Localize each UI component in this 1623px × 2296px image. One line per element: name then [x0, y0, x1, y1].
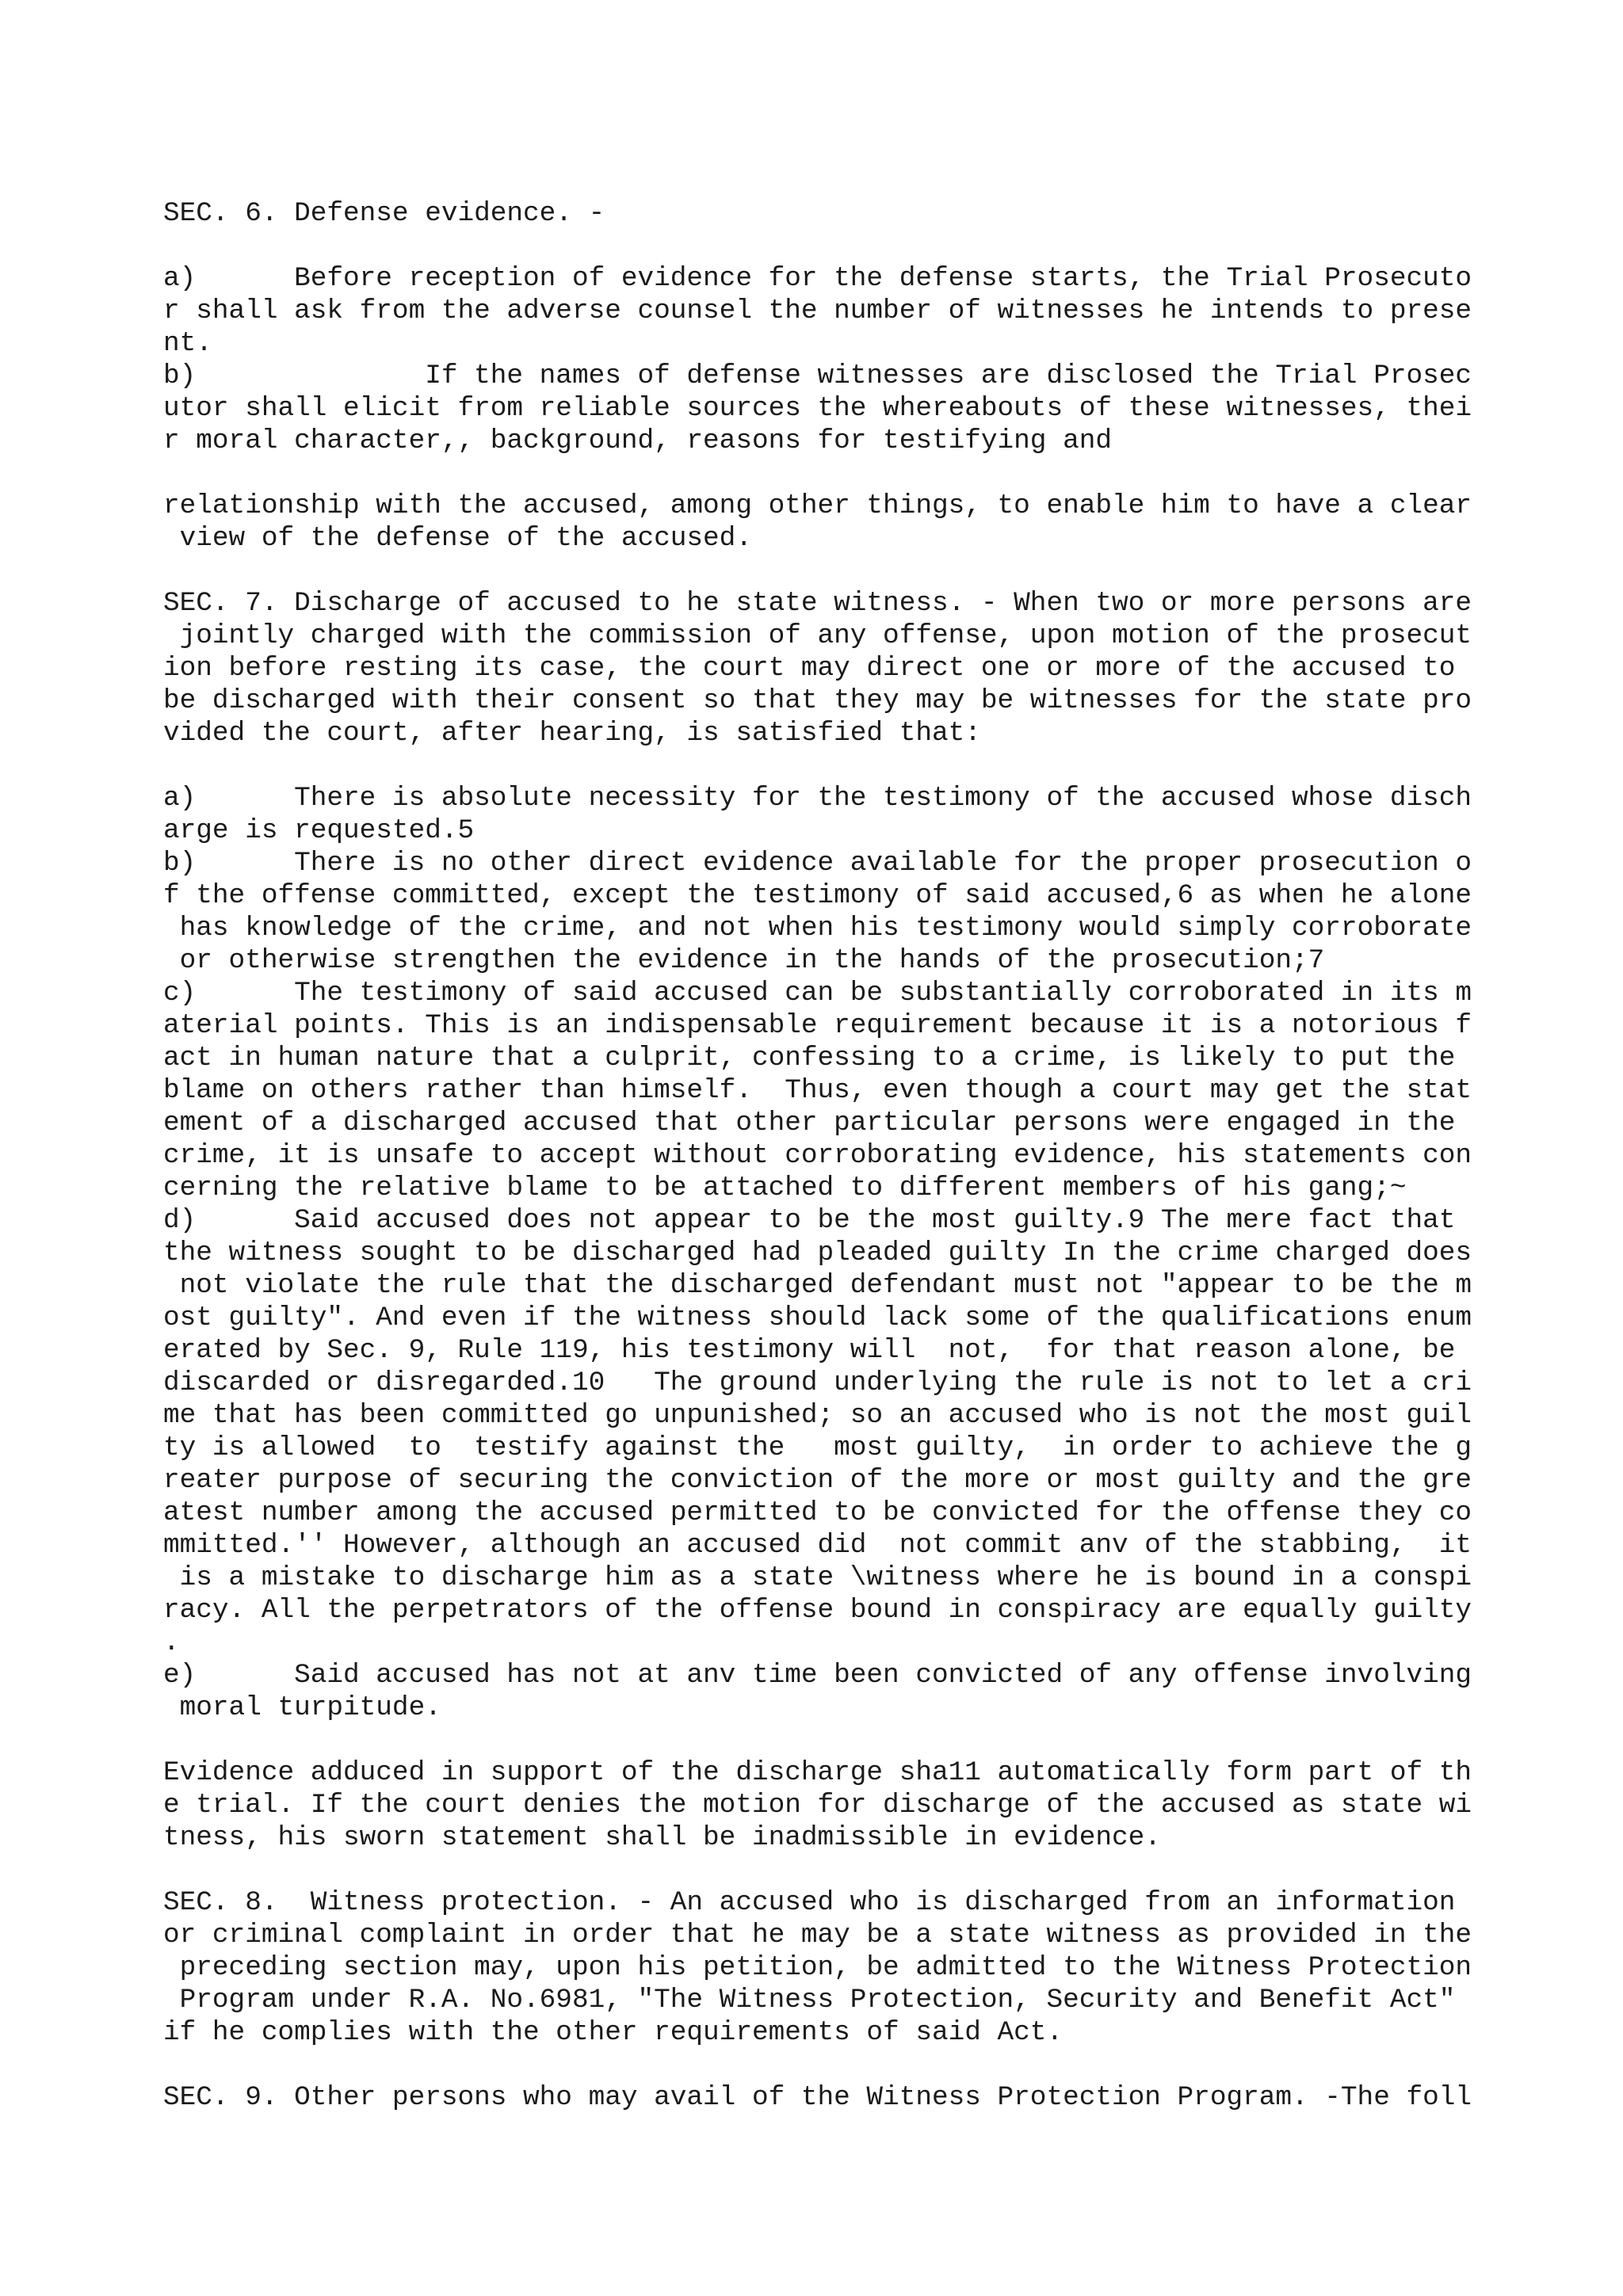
- text-line: vided the court, after hearing, is satisfied that:: [163, 718, 981, 749]
- document-text: [163, 197, 1510, 2114]
- text-line: SEC. 6. Defense evidence. -: [163, 198, 605, 229]
- text-line: is a mistake to discharge him as a state \witness where he is bound in a conspi: [163, 1562, 1472, 1593]
- text-line: erated by Sec. 9, Rule 119, his testimony will not, for that reason alone, be: [163, 1335, 1456, 1366]
- text-line: c) The testimony of said accused can be substantially corroborated in its m: [163, 978, 1472, 1009]
- text-line: [163, 230, 1510, 262]
- text-line: ion before resting its case, the court may direct one or more of the accused to: [163, 653, 1456, 684]
- text-line: aterial points. This is an indispensable requirement because it is a notorious f: [163, 1010, 1472, 1041]
- text-line: be discharged with their consent so that they may be witnesses for the state pro: [163, 685, 1472, 716]
- text-line: moral turpitude.: [163, 1692, 441, 1723]
- text-line: crime, it is unsafe to accept without corroborating evidence, his statements con: [163, 1140, 1472, 1171]
- text-line: SEC. 8. Witness protection. - An accused who is discharged from an information: [163, 1887, 1456, 1918]
- text-line: Evidence adduced in support of the discharge sha11 automatically form part of th: [163, 1757, 1472, 1788]
- text-line: [163, 555, 1510, 587]
- text-line: [163, 749, 1510, 782]
- text-line: me that has been committed go unpunished; so an accused who is not the most guil: [163, 1400, 1472, 1431]
- text-line: e trial. If the court denies the motion for discharge of the accused as state wi: [163, 1790, 1472, 1821]
- text-line: ement of a discharged accused that other particular persons were engaged in the: [163, 1108, 1456, 1138]
- text-line: tness, his sworn statement shall be inadmissible in evidence.: [163, 1822, 1161, 1853]
- text-line: [163, 1854, 1510, 1886]
- text-line: a) There is absolute necessity for the testimony of the accused whose disch: [163, 783, 1472, 814]
- text-line: arge is requested.5: [163, 815, 475, 846]
- text-line: b) There is no other direct evidence available for the proper prosecution o: [163, 848, 1472, 879]
- text-line: or otherwise strengthen the evidence in the hands of the prosecution;7: [163, 945, 1325, 976]
- text-line: the witness sought to be discharged had pleaded guilty In the crime charged does: [163, 1238, 1472, 1268]
- text-line: mmitted.'' However, although an accused did not commit anv of the stabbing, it: [163, 1530, 1472, 1561]
- text-line: discarded or disregarded.10 The ground underlying the rule is not to let a cri: [163, 1367, 1472, 1398]
- text-line: f the offense committed, except the testimony of said accused,6 as when he alone: [163, 880, 1472, 911]
- text-line: cerning the relative blame to be attached to different members of his gang;~: [163, 1173, 1407, 1203]
- text-line: blame on others rather than himself. Thus, even though a court may get the stat: [163, 1075, 1472, 1106]
- text-line: [163, 1724, 1510, 1756]
- text-line: b) If the names of defense witnesses are disclosed the Trial Prosec: [163, 360, 1472, 391]
- text-line: ost guilty". And even if the witness should lack some of the qualifications enum: [163, 1302, 1472, 1333]
- text-line: d) Said accused does not appear to be the most guilty.9 The mere fact that: [163, 1205, 1456, 1236]
- text-line: [163, 457, 1510, 490]
- text-line: view of the defense of the accused.: [163, 523, 752, 554]
- text-line: a) Before reception of evidence for the defense starts, the Trial Prosecuto: [163, 263, 1472, 294]
- text-line: SEC. 9. Other persons who may avail of the Witness Protection Program. -The foll: [163, 2082, 1472, 2113]
- text-line: r shall ask from the adverse counsel the number of witnesses he intends to prese: [163, 296, 1472, 326]
- text-line: SEC. 7. Discharge of accused to he state witness. - When two or more persons are: [163, 588, 1472, 619]
- text-line: r moral character,, background, reasons for testifying and: [163, 425, 1112, 456]
- text-line: or criminal complaint in order that he may be a state witness as provided in the: [163, 1920, 1472, 1951]
- text-line: if he complies with the other requirements of said Act.: [163, 2017, 1064, 2048]
- text-line: .: [163, 1627, 180, 1658]
- text-line: act in human nature that a culprit, confessing to a crime, is likely to put the: [163, 1043, 1456, 1074]
- text-line: not violate the rule that the discharged defendant must not "appear to be the m: [163, 1270, 1472, 1301]
- text-line: ty is allowed to testify against the most guilty, in order to achieve the g: [163, 1432, 1472, 1463]
- text-line: [163, 2049, 1510, 2081]
- text-line: racy. All the perpetrators of the offense bound in conspiracy are equally guilty: [163, 1595, 1472, 1626]
- text-line: atest number among the accused permitted to be convicted for the offense they co: [163, 1497, 1472, 1528]
- text-line: relationship with the accused, among other things, to enable him to have a clear: [163, 490, 1472, 521]
- text-line: Program under R.A. No.6981, "The Witness Protection, Security and Benefit Act": [163, 1985, 1456, 2016]
- text-line: utor shall elicit from reliable sources the whereabouts of these witnesses, thei: [163, 393, 1472, 424]
- text-line: reater purpose of securing the conviction of the more or most guilty and the gre: [163, 1465, 1472, 1496]
- text-line: preceding section may, upon his petition, be admitted to the Witness Protection: [163, 1952, 1472, 1983]
- text-line: has knowledge of the crime, and not when his testimony would simply corroborate: [163, 913, 1472, 944]
- text-line: e) Said accused has not at anv time been convicted of any offense involving: [163, 1660, 1472, 1691]
- text-line: nt.: [163, 328, 212, 359]
- text-line: jointly charged with the commission of any offense, upon motion of the prosecut: [163, 620, 1472, 651]
